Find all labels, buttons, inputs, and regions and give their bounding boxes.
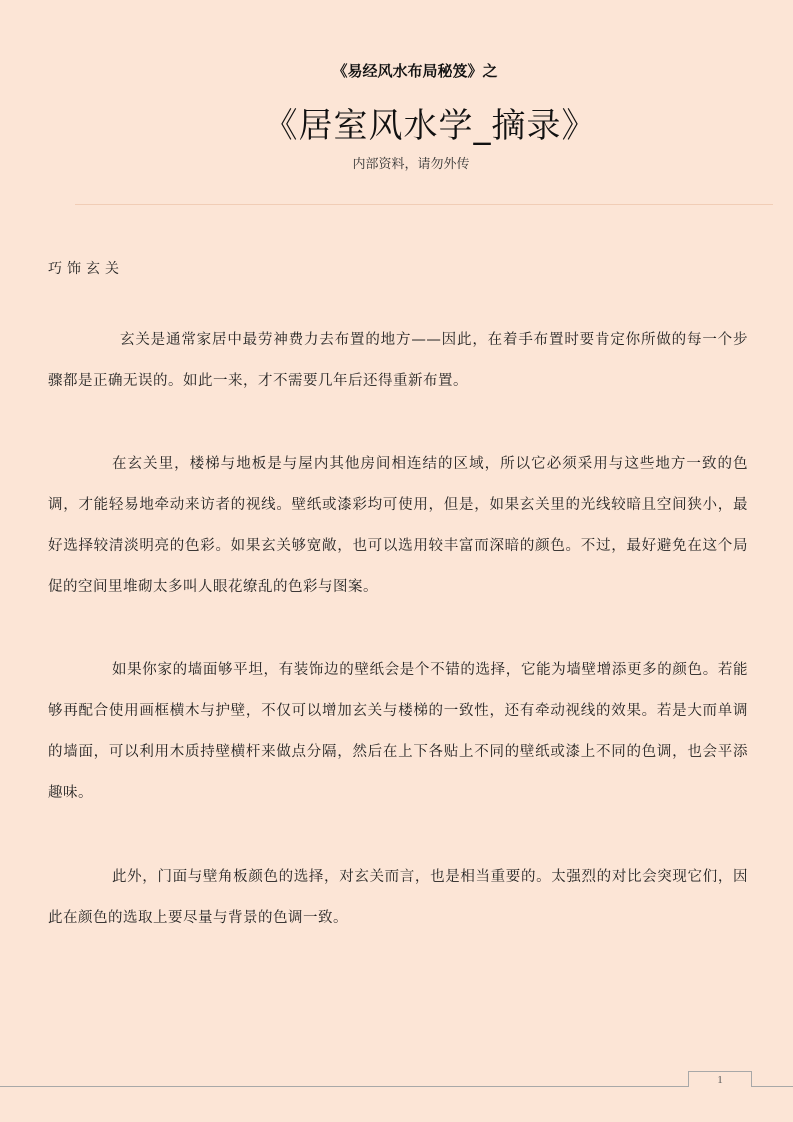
- paragraph-1: 玄关是通常家居中最劳神费力去布置的地方——因此，在着手布置时要肯定你所做的每一个步骤都是正确无误的。如此一来，才不需要几年后还得重新布置。: [48, 332, 748, 389]
- paragraph-4: 此外，门面与壁角板颜色的选择，对玄关而言，也是相当重要的。太强烈的对比会突现它们，因此在颜色的选取上要尽量与背景的色调一致。: [48, 869, 748, 926]
- header-divider: [75, 204, 773, 205]
- footer-divider: [0, 1086, 793, 1087]
- series-title: 《易经风水布局秘笈》之: [332, 62, 498, 80]
- page-number: 1: [688, 1071, 752, 1087]
- confidentiality-note: 内部资料，请勿外传: [352, 157, 470, 172]
- paragraph-2: 在玄关里，楼梯与地板是与屋内其他房间相连结的区域，所以它必须采用与这些地方一致的色调，才能轻易地牵动来访者的视线。壁纸或漆彩均可使用，但是，如果玄关里的光线较暗且空间狭小，最好选择较清淡明亮的色彩。如果玄关够宽敞，也可以选用较丰富而深暗的颜色。不过，最好避免在这个局促的空间里堆砌太多叫人眼花缭乱的色彩与图案。: [48, 456, 748, 595]
- section-heading: 巧饰玄关: [48, 261, 124, 277]
- paragraph-3: 如果你家的墙面够平坦，有装饰边的壁纸会是个不错的选择，它能为墙壁增添更多的颜色。若能够再配合使用画框横木与护壁，不仅可以增加玄关与楼梯的一致性，还有牵动视线的效果。若是大而单调的墙面，可以利用木质持壁横杆来做点分隔，然后在上下各贴上不同的壁纸或漆上不同的色调，也会平添趣味。: [48, 662, 748, 801]
- page-title: 《居室风水学_摘录》: [263, 106, 597, 146]
